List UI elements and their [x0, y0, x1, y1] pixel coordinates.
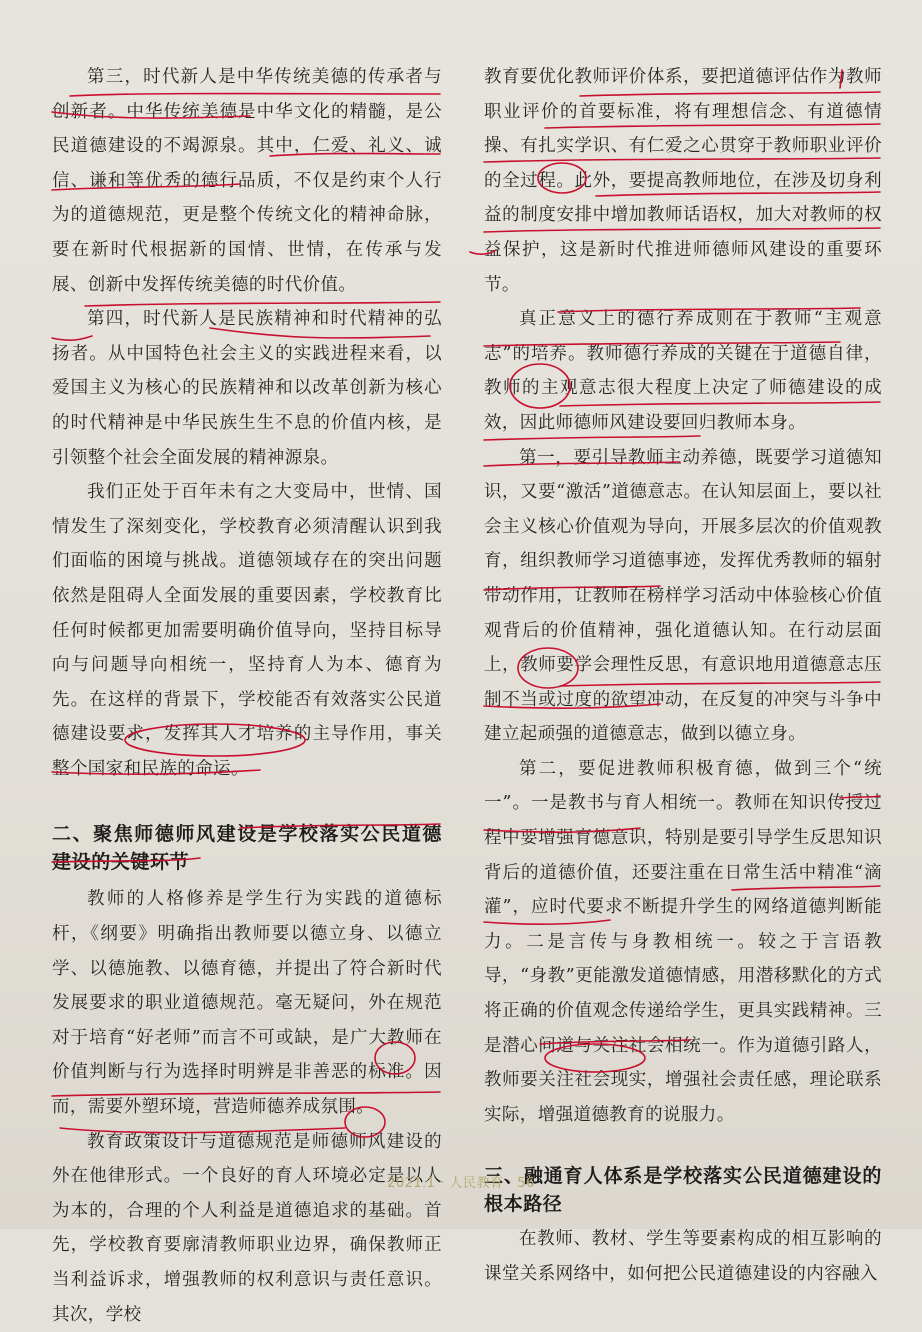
paragraph-second-educate: 第二，要促进教师积极育德，做到三个“统一”。一是教书与育人相统一。教师在知识传授过程中要增强育德意识，特别是要引导学生反思知识背后的道德价值，还要注重在日常生活中精准“滴灌”，应时代要求不断提升学生的网络道德判断能力。二是言传与身教相统一。较之于言语教导，“身教”更能激发道德情感，用潜移默化的方式将正确的价值观念传递给学生，更具实践精神。三是潜心问道与关注社会相统一。作为道德引路人，教师要关注社会现实，增强社会责任感，理论联系实际，增强道德教育的说服力。 [484, 758, 882, 1125]
paragraph-third-point: 第三，时代新人是中华传统美德的传承者与创新者。中华传统美德是中华文化的精髓，是公民道德建设的不竭源泉。其中，仁爱、礼义、诚信、谦和等优秀的德行品质，不仅是约束个人行为的道德规范，更是整个传统文化的精神命脉，要在新时代根据新的国情、世情，在传承与发展、创新中发挥传统美德的时代价值。 [52, 67, 442, 295]
page-footer: 2021.1 · 人民教育 · 56 [387, 1176, 535, 1191]
right-column [484, 60, 882, 1292]
paragraph-fourth-point: 第四，时代新人是民族精神和时代精神的弘扬者。从中国特色社会主义的实践进程来看，以爱国主义为核心的民族精神和以改革创新为核心的时代精神是中华民族生生不息的价值内核，是引领整个社会全面发展的精神源泉。 [52, 309, 442, 468]
paragraph-first-cultivate: 第一，要引导教师主动养德，既要学习道德知识，又要“激活”道德意志。在认知层面上，要以社会主义核心价值观为导向，开展多层次的价值观教育，组织教师学习道德事迹，发挥优秀教师的辐射带动作用，让教师在榜样学习活动中体验核心价值观背后的价值精神，强化道德认知。在行动层面上，教师要学会理性反思，有意识地用道德意志压制不当或过度的欲望冲动，在反复的冲突与斗争中建立起顽强的道德意志，做到以德立身。 [484, 447, 882, 745]
section-heading-2: 二、聚焦师德师风建设是学校落实公民道德建设的关键环节 [52, 823, 442, 874]
paragraph-context: 我们正处于百年未有之大变局中，世情、国情发生了深刻变化，学校教育必须清醒认识到我们面临的困境与挑战。道德领域存在的突出问题依然是阻碍人全面发展的重要因素，学校教育比任何时候都更加需要明确价值导向，坚持目标导向与问题导向相统一，坚持育人为本、德育为先。在这样的背景下，学校能否有效落实公民道德建设要求，发挥其人才培养的主导作用，事关整个国家和民族的命运。 [52, 482, 442, 779]
paragraph-policy-design: 教育政策设计与道德规范是师德师风建设的外在他律形式。一个良好的育人环境必定是以人为本的，合理的个人利益是道德追求的基础。首先，学校教育要廓清教师职业边界，确保教师正当利益诉求，增强教师的权利意识与责任意识。其次，学校 [52, 1131, 442, 1325]
paragraph-subjective-will: 真正意义上的德行养成则在于教师“主观意志”的培养。教师德行养成的关键在于道德自律，教师的主观意志很大程度上决定了师德建设的成效，因此师德师风建设要回归教师本身。 [484, 309, 882, 433]
paragraph-classroom-network: 在教师、教材、学生等要素构成的相互影响的课堂关系网络中，如何把公民道德建设的内容融入 [484, 1229, 882, 1284]
left-column [52, 60, 442, 1332]
paragraph-teacher-character: 教师的人格修养是学生行为实践的道德标杆，《纲要》明确指出教师要以德立身、以德立学、以德施教、以德育德，并提出了符合新时代发展要求的职业道德规范。毫无疑问，外在规范对于培育“好老师”而言不可或缺，是广大教师在价值判断与行为选择时明辨是非善恶的标准。因而，需要外塑环境，营造师德养成氛围。 [52, 889, 442, 1118]
paragraph-evaluation-system: 教育要优化教师评价体系，要把道德评估作为教师职业评价的首要标准，将有理想信念、有道德情操、有扎实学识、有仁爱之心贯穿于教师职业评价的全过程。此外，要提高教师地位，在涉及切身利益的制度安排中增加教师话语权，加大对教师的权益保护，这是新时代推进师德师风建设的重要环节。 [484, 67, 882, 295]
section-heading-3: 三、融通育人体系是学校落实公民道德建设的根本路径 [484, 1165, 882, 1216]
